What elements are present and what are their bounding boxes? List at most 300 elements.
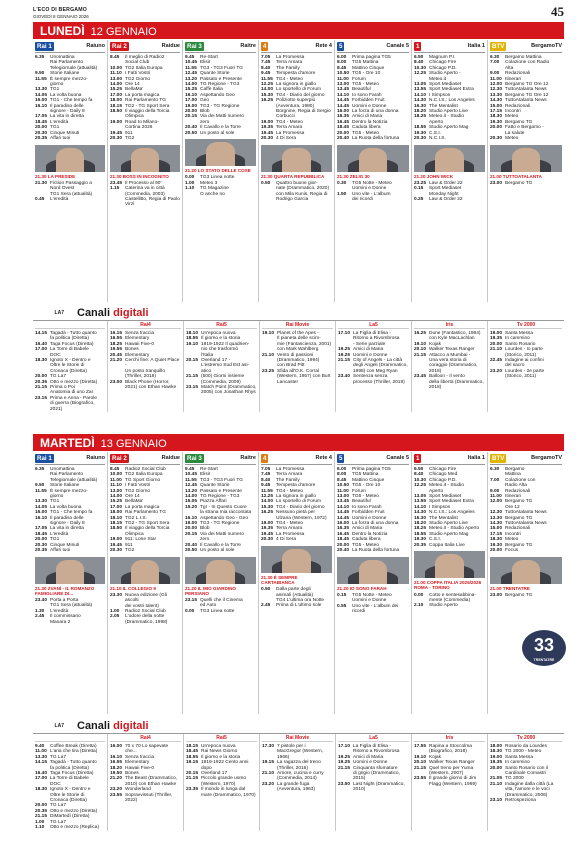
program-title: TG4 - Meteo	[276, 76, 303, 82]
program-title: zero	[200, 537, 210, 543]
program-time: 19.45	[110, 130, 123, 136]
program-time: 23.00	[110, 379, 123, 385]
program-title: Redazionali	[505, 526, 531, 532]
program-title: Radio2 Social Club	[125, 608, 166, 614]
program-title: Lo sportello di Forum	[276, 87, 322, 93]
program-row	[414, 782, 485, 787]
prime-time-caption: 21.20 IL MIO GIARDINO PERSIANO	[185, 585, 236, 596]
program-title: Meteo	[505, 136, 519, 142]
program-time: 20.30	[35, 130, 48, 136]
program-title: Redazionali	[505, 488, 531, 494]
program-title: Senza traccia	[125, 331, 155, 336]
program-time: 7.05	[261, 55, 271, 60]
program-title: Il Cavallo e la Torre	[200, 125, 241, 131]
digital-channel-name: Rai Movie	[262, 321, 333, 329]
program-time: 18.50	[110, 526, 123, 532]
channel-logo: BTV	[492, 42, 505, 50]
program-title: Uno vite - L'album dei ricordi	[352, 603, 399, 614]
program-time: 16.30	[414, 103, 427, 109]
program-title: 2010)	[353, 787, 366, 793]
program-time: 23.15	[186, 385, 199, 391]
program-time: 16.40	[35, 771, 48, 777]
program-title: (Commedia, 2009)	[201, 379, 241, 385]
program-title: Radio2 Social Club	[125, 467, 166, 472]
program-title: Cinquanta sfumature	[353, 765, 398, 771]
program-time: 17.00	[110, 504, 123, 510]
prime-time-caption: 21.10 IL COLLEGIO 9	[110, 585, 156, 591]
program-title: Chicago P.D.	[429, 477, 457, 483]
program-title: Chicago Fire	[429, 60, 457, 66]
program-title: 2022)	[125, 798, 138, 804]
program-time: 13.30	[490, 92, 503, 98]
program-title: Law & Order 22	[429, 196, 463, 202]
program-time: 0.25	[414, 196, 424, 202]
program-time: 19.10	[186, 341, 199, 347]
program-time: 17.05	[35, 114, 48, 120]
channel-logo: 1	[416, 42, 420, 50]
program-title: TG4 - Diario del giorno	[276, 92, 325, 98]
program-title: Retrospeziona	[505, 798, 536, 804]
program-title: Vento di passioni	[277, 352, 314, 358]
program-time: 23.55	[414, 776, 427, 782]
program-title: Il mondo in lunga dal	[201, 787, 246, 793]
program-time: 8.45	[337, 65, 347, 71]
program-title: nate (Drammatico, 2020)	[276, 186, 330, 192]
program-title: Colazione con Radio	[505, 60, 550, 66]
program-title: 2018)	[429, 368, 442, 374]
program-time: 21.10	[490, 781, 503, 787]
program-time: 6.50	[414, 467, 424, 472]
program-time: 12.45	[185, 71, 198, 77]
program-time: 20.45	[110, 352, 123, 358]
program-title: In cammino	[505, 336, 530, 342]
program-time: 20.00	[35, 374, 48, 380]
program-title: TG La7	[50, 803, 66, 809]
program-title: giorno	[50, 494, 64, 500]
program-title: TG2	[125, 548, 135, 554]
program-row	[490, 136, 562, 141]
program-title: Meteo 3	[200, 180, 218, 186]
program-time: 20.50	[185, 548, 198, 554]
program-title: Meteo.it	[429, 76, 447, 82]
program-title: TG Sport Giorno	[125, 477, 161, 483]
program-title: Oltre le Storie di	[50, 363, 85, 369]
program-title: Lourdes - 2e parte	[505, 368, 545, 374]
program-time: 19.10	[414, 341, 427, 347]
program-title: TG3 Linea notte	[200, 608, 235, 614]
program-title: Piazza Affari	[200, 499, 227, 505]
program-time: 20.15	[185, 531, 198, 537]
channel-logo: BTV	[492, 454, 505, 462]
program-title: L'aria che tira (Diretta)	[50, 749, 98, 755]
channel-column	[259, 452, 335, 714]
program-title: TG5 - Meteo	[352, 494, 379, 500]
program-time: 0.50	[261, 180, 271, 186]
program-time: 6.00	[337, 55, 347, 60]
program-title: Amore, cucina e curry	[277, 771, 324, 777]
digital-channel-column	[412, 734, 488, 831]
channel-header	[337, 40, 409, 53]
channel-logo: Rai 2	[112, 454, 127, 462]
program-title: Quante Storie	[200, 483, 230, 489]
prime-time-caption: 21.30 ZVANÌ - IL ROMANZO FAMIGLIARE DI...	[35, 585, 95, 596]
program-title: Wonderland	[125, 787, 151, 793]
la7-column	[33, 734, 108, 831]
program-time: 19.35	[490, 336, 503, 342]
program-title: La Ruota della fortuna	[352, 548, 400, 554]
program-time: 2.05	[110, 614, 120, 620]
program-time: 20.40	[337, 548, 350, 554]
column-spacer	[35, 321, 105, 329]
program-time: 20.00	[185, 109, 198, 115]
program-time: 20.35	[35, 136, 48, 142]
program-title: Studio Aperto	[429, 603, 458, 609]
program-time: 16.55	[110, 336, 123, 342]
program-title: (Thriller, 2016)	[277, 765, 308, 771]
channel-header	[337, 452, 409, 465]
program-title: Caduta libera	[352, 537, 381, 543]
program-title: Beautiful	[352, 87, 371, 93]
program-time: 16.35	[337, 526, 350, 532]
program-time: 10.30	[414, 477, 427, 483]
digital-title	[77, 307, 149, 319]
program-title: Borgnine, Regia di Sergio Corbucci	[276, 109, 331, 120]
program-time: 20.40	[337, 136, 350, 142]
program-title: TG1 - Che tempo fa	[50, 98, 93, 104]
program-title: Cardinale Comastri	[505, 771, 547, 777]
program-title: Un posto al sole	[200, 130, 235, 136]
program-title: Santo Rosario	[505, 341, 536, 347]
program-time	[261, 197, 276, 202]
day-date: 12 GENNAIO	[90, 26, 157, 38]
program-time: 14.45	[337, 103, 350, 109]
program-title: TG5 Mattina	[352, 472, 379, 478]
program-title: mente (Commedia)	[429, 597, 471, 603]
program-title: Forbidden Fruit	[352, 510, 385, 516]
program-time: 18.30	[35, 787, 48, 793]
program-title: TG4 - Diario del giorno	[276, 504, 325, 510]
program-title: Terra Amara	[276, 60, 303, 66]
program-time: 23.10	[490, 798, 503, 804]
program-title: Chicago Fire	[429, 467, 457, 472]
program-time: 23.55	[110, 792, 123, 798]
program-time: 21.15	[186, 776, 199, 782]
program-title: Lo sportello di Forum	[276, 499, 322, 505]
program-time: 9.45	[261, 483, 271, 489]
channel-column	[412, 452, 488, 714]
program-time: 19.10	[262, 331, 275, 336]
program-title: 2005) con Jonathan Rhys	[201, 390, 256, 396]
program-time: 19.00	[261, 521, 274, 527]
program-title: Amici di Maria	[353, 754, 384, 760]
program-title: 2021) con Ethan Hawke	[125, 385, 177, 391]
program-title: Re-Start	[200, 467, 218, 472]
program-title: l'Italia	[201, 352, 214, 358]
program-title: La Ruota della fortuna	[352, 136, 400, 142]
program-time: 19.45	[261, 130, 274, 136]
program-title: TuttoAtalanta News	[505, 521, 547, 527]
program-time: 23.15	[35, 395, 48, 401]
program-time: 13.00	[337, 82, 350, 88]
program-time: 18.45	[337, 537, 350, 543]
program-title: Telegiornale (attualità)	[50, 477, 98, 483]
program-time: 20.00	[35, 537, 48, 543]
program-title: che...	[125, 749, 137, 755]
program-time: 19.30	[414, 130, 427, 136]
program-time: 13.45	[337, 87, 350, 93]
program-time	[338, 787, 353, 792]
program-time: 13.45	[337, 499, 350, 505]
schedule-grid-tuesday	[33, 452, 564, 714]
channel-name: Raiuno	[86, 455, 105, 461]
program-title: 2018)	[429, 385, 442, 391]
program-time: 20.35	[35, 379, 48, 385]
program-title: Re-Start	[200, 55, 218, 60]
program-title: Nuova edizione (Gli ascolti	[125, 592, 167, 604]
prime-time-caption: 21.20 LO STATO DELLE COSE	[185, 168, 251, 174]
program-photo	[414, 551, 485, 578]
program-title: Terra Amara	[276, 526, 303, 532]
program-title: N.C.I.S.	[429, 136, 446, 142]
program-time	[261, 109, 276, 120]
channel-column	[183, 452, 259, 714]
program-time: 9.00	[490, 488, 500, 494]
digital-channel-column	[108, 321, 184, 412]
program-time: 16.55	[110, 760, 123, 766]
program-title: del sacro	[505, 363, 525, 369]
program-row	[35, 401, 105, 412]
program-time: 7.00	[490, 60, 500, 66]
digital-channel-name: La5	[338, 321, 409, 329]
digital-title-a: Canali	[77, 306, 111, 319]
program-time: 13.30	[35, 499, 48, 505]
program-time: 16.00	[337, 521, 350, 527]
program-time: 22.45	[490, 358, 503, 364]
program-title: L'eredità	[50, 531, 69, 537]
program-title: TG3 - TG3 Fuori TG	[200, 477, 244, 483]
program-title: Elementary	[125, 336, 150, 342]
program-title: TG5 - Meteo	[352, 542, 379, 548]
program-title: Un posto al sole	[200, 548, 235, 554]
program-title: Porta a Porta	[50, 597, 79, 603]
program-title: Radio Alta	[505, 483, 527, 489]
program-time: 18.55	[414, 531, 427, 537]
program-title: Caterina va in città	[125, 186, 165, 192]
program-title: Ore 14	[125, 494, 140, 500]
program-time: 11.00	[337, 76, 349, 82]
program-title: Bergamo TG	[505, 515, 533, 521]
program-title: TG1 Sera (attualità)	[50, 603, 93, 609]
program-title: Forum	[352, 76, 366, 82]
day-name: MARTEDÌ	[40, 436, 95, 450]
program-title: TG3 - TG Regione	[200, 521, 240, 527]
program-title: I Fatti Vostri	[125, 483, 151, 489]
channel-name: BergamoTV	[531, 455, 562, 461]
program-title: Dentro la Notizia	[352, 119, 388, 125]
late-program-row	[185, 192, 256, 197]
digital-title-a: Canali	[77, 719, 111, 732]
program-title: TG1	[50, 87, 60, 93]
la7-column	[33, 321, 108, 412]
program-time: 18.20	[110, 765, 123, 771]
program-title: TG Magazine	[200, 186, 229, 192]
program-time: 11.55	[185, 65, 197, 71]
program-title: La Torre di Babele	[50, 776, 89, 782]
program-time: 12.00	[490, 499, 503, 505]
program-title: La grande fuga	[277, 781, 310, 787]
program-time: 10.00	[110, 472, 123, 478]
program-time: 12.45	[185, 483, 198, 489]
program-title: TG4 - Meteo	[276, 119, 303, 125]
digital-channel-name: Rai4	[110, 734, 181, 742]
program-title: Match Point (Drammatico,	[201, 385, 257, 391]
program-time: 9.45	[185, 467, 195, 472]
program-title: Geo	[200, 98, 210, 104]
program-time: 19.00	[261, 119, 274, 125]
program-time: 20.00	[337, 130, 350, 136]
program-time: 13.00	[110, 488, 123, 494]
program-time: 2.45	[261, 603, 271, 609]
program-title: La Promessa	[276, 531, 305, 537]
program-time: 18.25	[414, 114, 427, 120]
program-time: 20.15	[186, 771, 199, 777]
program-title: Io sono Farah	[352, 504, 382, 510]
program-title: Via dei Matti numero	[200, 114, 244, 120]
la7-logo: LA7	[54, 722, 64, 729]
program-title: The Mentalist	[429, 103, 458, 109]
digital-channel-name: La5	[338, 734, 409, 742]
program-time: 14.30	[490, 98, 503, 104]
program-title: coraggio (Drammatico,	[429, 363, 478, 369]
digital-title-b: digitali	[113, 306, 149, 319]
program-time: 13.00	[337, 494, 350, 500]
program-row	[414, 385, 485, 390]
program-time	[35, 620, 50, 625]
prime-time-caption: 21.30 ZELIG 30	[337, 173, 370, 179]
program-title: Aspettando Geo - Geo	[200, 515, 248, 521]
program-time: 11.55	[261, 76, 273, 82]
prime-time-caption: 21.30 BOSS IN INCOGNITO	[110, 173, 169, 179]
program-time: 6.30	[490, 467, 500, 472]
program-title: Taga Focus (Diretta)	[50, 341, 94, 347]
program-row	[35, 825, 105, 830]
program-time: 18.30	[490, 749, 503, 755]
program-time: 13.55	[414, 87, 427, 93]
program-title: Sport Mediaset Extra	[429, 499, 474, 505]
program-title: The Family	[276, 477, 300, 483]
program-title: Mattino Cinque	[352, 477, 385, 483]
program-title: Cronaca (Diretta)	[50, 368, 87, 374]
program-title: Uno vite - L'album	[352, 191, 391, 197]
program-title: La Torre di Babele	[50, 347, 89, 353]
program-title: I Fatti Vostri	[125, 71, 151, 77]
prime-time-caption: 21.30 È SEMPRE CARTABIANCA	[261, 574, 298, 585]
program-title: Cinque Minuti	[50, 130, 80, 136]
program-title: Olimpica	[125, 114, 144, 120]
program-time: 8.45	[110, 55, 120, 60]
channel-logo: 1	[416, 454, 420, 462]
program-title: Colazione con	[505, 477, 536, 483]
late-program-row	[261, 603, 332, 608]
program-title: Uomini e Donne	[352, 598, 387, 604]
program-time: 6.50	[414, 55, 424, 60]
program-title: TG1	[50, 499, 60, 505]
program-time: 19.35	[490, 760, 503, 766]
program-row	[261, 537, 332, 542]
program-time: 21.15	[35, 385, 48, 391]
program-time: 1.10	[35, 825, 45, 831]
program-time: 19.10	[414, 754, 427, 760]
program-title: Terra Amara	[276, 125, 303, 131]
program-time: 18.45	[35, 531, 48, 537]
program-time: 12.25	[261, 494, 274, 500]
program-title: Un posto tranquillo	[125, 368, 165, 374]
program-title: Elementary	[125, 352, 150, 358]
program-title: Il meglio di Radio2	[125, 55, 165, 60]
program-title: Il pianeta delle scim-	[277, 336, 321, 342]
channel-column	[488, 452, 564, 714]
program-time: 15.20	[185, 504, 198, 510]
program-title: N.C.I.S.: Los Angeles	[429, 98, 475, 104]
program-time: 16.00	[110, 744, 123, 749]
program-time: 10.50	[337, 71, 350, 77]
program-title: della libertà (Drammatico,	[429, 379, 484, 385]
program-title: Rapina a Stoccolma	[429, 744, 472, 749]
program-time: 18.30	[490, 537, 503, 543]
prime-time-caption: 21.20 IO SONO FARAH	[337, 585, 387, 591]
program-time: 12.25	[261, 82, 274, 88]
channel-logo: Rai 3	[187, 454, 202, 462]
program-time: 12.30	[490, 87, 503, 93]
program-title: Studio Aperto Live	[429, 109, 468, 115]
program-title: TG1	[50, 125, 60, 131]
program-title: Lourdes - Io parte	[505, 347, 543, 353]
program-title: Ore 14	[125, 82, 140, 88]
program-title: Tempesta d'amore	[276, 483, 316, 489]
program-title: (Avventura, 1980)	[276, 103, 315, 109]
program-title: O anche no	[200, 191, 225, 197]
late-program-row	[35, 620, 105, 625]
program-title: Uomini e Donne	[352, 186, 387, 192]
program-title: Balloon - Il vento	[429, 374, 465, 380]
program-title: Rodrigo Garcia	[276, 196, 309, 202]
program-time: 9.50	[35, 71, 45, 77]
program-title: È sempre mezzo-	[50, 76, 88, 82]
program-title: Ritorno a Rivombrosa	[353, 336, 400, 342]
program-row	[490, 798, 562, 803]
program-title: Affari tuoi	[50, 136, 71, 142]
program-title: Sentenza senza	[353, 374, 388, 380]
program-title: Quattro buone gior-	[276, 180, 318, 186]
program-time: 1.10	[185, 186, 195, 192]
program-title: Last Night (Drammatico,	[353, 781, 405, 787]
program-time: 23.45	[414, 374, 427, 380]
program-title: La vita in diretta	[50, 114, 84, 120]
digital-channel-column	[260, 321, 336, 412]
program-time: 14.10	[414, 92, 427, 98]
program-title: Incontri	[505, 109, 521, 115]
program-time: 20.15	[185, 114, 198, 120]
program-photo	[414, 145, 485, 172]
program-time: 18.20	[414, 521, 427, 527]
program-time: 21.15	[35, 814, 48, 820]
program-title: Sport Mediaset	[429, 82, 462, 88]
program-title: Dune (Fantastico, 1984)	[429, 331, 481, 336]
program-title: Bergamo TG	[505, 592, 533, 598]
program-title: DOC	[50, 781, 61, 787]
program-title: Passato e Presente	[200, 76, 242, 82]
program-title: TG5 - Ore 10	[352, 483, 381, 489]
